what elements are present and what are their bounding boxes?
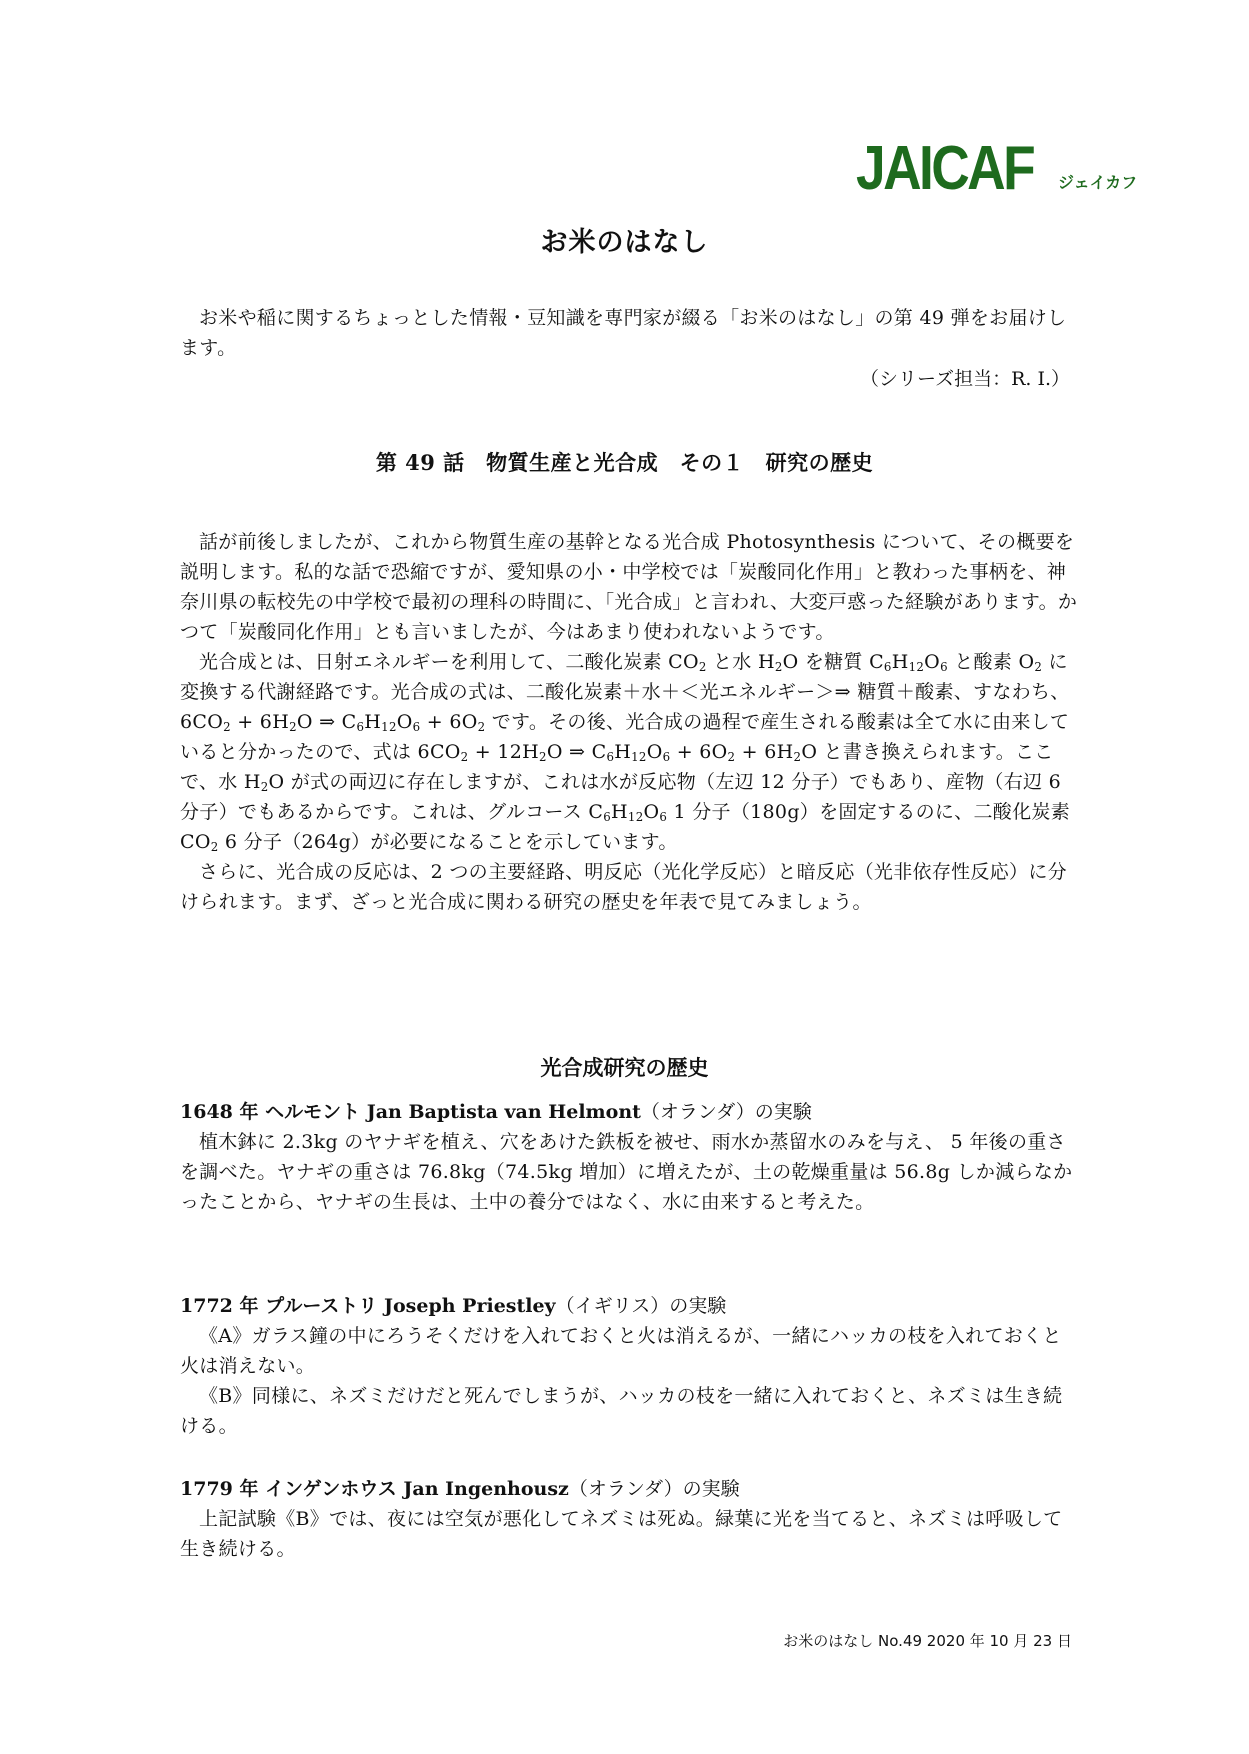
formula-subscript: 12 [908,659,925,674]
entry-country: （オランダ）の実験 [640,1101,812,1123]
formula-subscript: 6 [659,809,668,824]
entry-title: 1772 年 プルーストリ Joseph Priestley [180,1295,556,1317]
episode-title: 第 49 話 物質生産と光合成 その１ 研究の歴史 [375,450,874,475]
text-segment: O ⇒ C [296,711,357,733]
body-paragraph-1: 話が前後しましたが、これから物質生産の基幹となる光合成 Photosynthesis について、その概要を説明します。私的な話で恐縮ですが、愛知県の小・中学校では「炭酸同化作用」と教わった事柄を、神奈川県の転校先の中学校で最初の理科の時間に、「光合成」と言われ、大変戸惑った経験があります。かつて「炭酸同化作用」とも言いましたが、今はあまり使われないようです。 [180,531,1078,643]
series-byline: （シリーズ担当：R. I.） [860,368,1070,390]
formula-subscript: 2 [289,719,297,734]
history-entry [180,1291,1080,1441]
section-title: 光合成研究の歴史 [540,1055,709,1080]
formula-subscript: 2 [698,659,707,674]
text-segment: H [614,741,632,763]
entry-text: 植木鉢に 2.3kg のヤナギを植え、穴をあけた鉄板を被せ、雨水か蒸留水のみを与え、 5 年後の重さを調べた。ヤナギの重さは 76.8kg（74.5kg 増加）に増えたが、土の乾燥重量は 56.8g しか減らなかったことから、ヤナギの生長は、土中の養分ではなく、水に由来すると考えた。 [180,1131,1073,1213]
text-segment: 光合成とは、日射エネルギーを利用して、二酸化炭素 CO [199,651,699,673]
formula-subscript: 6 [883,659,892,674]
intro-paragraph: お米や稲に関するちょっとした情報・豆知識を専門家が綴る「お米のはなし」の第 49 弾をお届けします。 [180,307,1067,359]
body-paragraph-2 [180,647,1080,857]
text-segment: です。その後、光合成の過程で産生される酸素は全て水に由来していると分かったので、式は 6CO [180,711,1070,763]
formula-subscript: 12 [381,719,397,734]
entry-title: 1648 年 ヘルモント Jan Baptista van Helmont [180,1101,641,1123]
text-segment: + 6O [420,711,478,733]
formula-subscript: 2 [260,779,269,794]
page-footer: お米のはなし No.49 2020 年 10 月 23 日 [783,1632,1072,1650]
text-segment: O が式の両辺に存在しますが、これは水が反応物（左辺 12 分子）でもあり、産物（右辺 6 分子）でもあるからです。これは、グルコース C [180,771,1062,823]
text-segment: H [891,651,909,673]
formula-subscript: 6 [662,749,671,764]
entry-text: 上記試験《B》では、夜には空気が悪化してネズミは死ぬ。緑葉に光を当てると、ネズミは呼吸して生き続ける。 [180,1508,1063,1560]
text-segment: O と書き換えられます。ここで、水 H [180,741,1054,793]
history-entry [180,1097,1080,1217]
entry-text: 《A》ガラス鐘の中にろうそくだけを入れておくと火は消えるが、一緒にハッカの枝を入れておくと火は消えない。 [180,1325,1062,1377]
formula-subscript: 12 [627,809,644,824]
body-paragraph-3: さらに、光合成の反応は、2 つの主要経路、明反応（光化学反応）と暗反応（光非依存性反応）に分けられます。まず、ざっと光合成に関わる研究の歴史を年表で見てみましょう。 [180,861,1067,913]
logo-kana: ジェイカフ [1058,173,1138,192]
formula-subscript: 2 [539,749,547,764]
formula-subscript: 2 [1034,659,1043,674]
entry-title: 1779 年 インゲンホウス Jan Ingenhousz [180,1478,569,1500]
entry-text: 《B》同様に、ネズミだけだと死んでしまうが、ハッカの枝を一緒に入れておくと、ネズミは生き続ける。 [180,1385,1063,1437]
formula-subscript: 2 [477,719,486,734]
formula-subscript: 6 [606,749,615,764]
entry-country: （オランダ）の実験 [568,1478,740,1500]
text-segment: O [396,711,413,733]
formula-subscript: 6 [940,659,948,674]
formula-subscript: 6 [412,719,421,734]
text-segment: と水 H [706,651,775,673]
text-segment: と酸素 O [947,651,1035,673]
entry-country: （イギリス）の実験 [555,1295,727,1317]
jaicaf-logo [856,134,1138,203]
text-segment: + 12H [468,741,540,763]
formula-subscript: 2 [774,659,783,674]
formula-subscript: 6 [356,719,365,734]
history-entry [180,1474,1080,1564]
formula-subscript: 2 [793,749,802,764]
text-segment: O [643,801,660,823]
text-segment: O [924,651,941,673]
text-segment: O を糖質 C [782,651,884,673]
text-segment: O ⇒ C [546,741,607,763]
text-segment: + 6H [230,711,290,733]
entry-heading [180,1097,1080,1127]
text-segment: に変換する代謝経路です。光合成の式は、二酸化炭素＋水＋＜光エネルギー＞⇒ 糖質＋酸素、すなわち、6CO [180,651,1070,733]
formula-subscript: 2 [460,749,469,764]
text-segment: + 6H [735,741,794,763]
page-title: お米のはなし [540,227,709,258]
formula-subscript: 2 [727,749,736,764]
text-segment: + 6O [670,741,728,763]
text-segment: H [364,711,382,733]
entry-heading [180,1291,1080,1321]
text-segment: 6 分子（264g）が必要になることを示しています。 [218,831,678,853]
text-segment: H [611,801,628,823]
text-segment: O [646,741,663,763]
entry-heading [180,1474,1080,1504]
logo-wordmark: JAICAF [856,134,1034,203]
formula-subscript: 12 [631,749,647,764]
body-section [180,527,1080,917]
formula-subscript: 6 [603,809,612,824]
text-segment: 1 分子（180g）を固定するのに、二酸化炭素 CO [180,801,1070,853]
formula-subscript: 2 [223,719,231,734]
formula-subscript: 2 [210,839,219,854]
